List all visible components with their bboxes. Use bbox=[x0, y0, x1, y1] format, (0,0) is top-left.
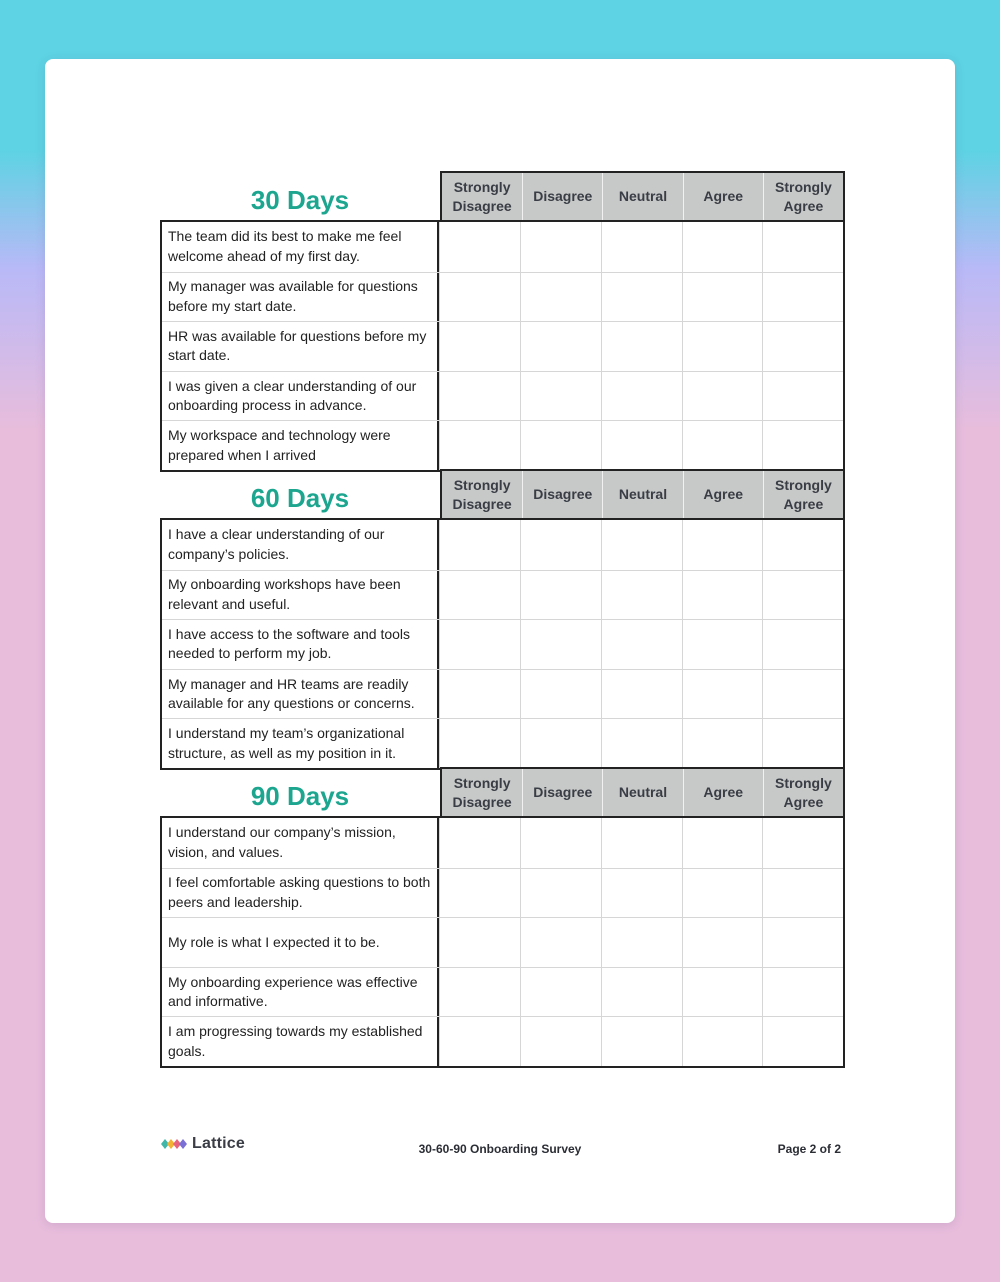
answer-cell-strongly-agree[interactable] bbox=[762, 520, 843, 570]
answer-cell-agree[interactable] bbox=[682, 620, 763, 669]
question-row bbox=[162, 917, 843, 967]
rating-scale-header bbox=[440, 469, 845, 520]
col-strongly-disagree: Strongly Disagree bbox=[452, 178, 512, 214]
answer-cell-disagree[interactable] bbox=[520, 222, 601, 272]
answer-cell-agree[interactable] bbox=[682, 818, 763, 868]
col-agree: Agree bbox=[683, 471, 763, 518]
question-table bbox=[160, 520, 845, 770]
question-text: My role is what I expected it to be. bbox=[162, 918, 439, 967]
answer-cell-disagree[interactable] bbox=[520, 670, 601, 719]
question-row bbox=[162, 371, 843, 421]
question-row bbox=[162, 1016, 843, 1066]
answer-cell-strongly-disagree[interactable] bbox=[439, 918, 520, 967]
answer-cell-disagree[interactable] bbox=[520, 620, 601, 669]
answer-cell-disagree[interactable] bbox=[520, 273, 601, 322]
question-row bbox=[162, 420, 843, 470]
answer-cell-agree[interactable] bbox=[682, 670, 763, 719]
col-disagree: Disagree bbox=[522, 173, 602, 220]
document-title: 30-60-90 Onboarding Survey bbox=[418, 1142, 582, 1156]
answer-cell-neutral[interactable] bbox=[601, 670, 682, 719]
section-header bbox=[160, 171, 845, 222]
question-text: My manager was available for questions before my start date. bbox=[162, 273, 439, 322]
question-text: I understand our company’s mission, vision, and values. bbox=[162, 818, 439, 868]
answer-cell-strongly-disagree[interactable] bbox=[439, 372, 520, 421]
section-title: 30 Days bbox=[250, 185, 350, 215]
question-row bbox=[162, 222, 843, 272]
answer-cell-neutral[interactable] bbox=[601, 273, 682, 322]
question-text: My onboarding experience was effective and informative. bbox=[162, 968, 439, 1017]
answer-cell-agree[interactable] bbox=[682, 968, 763, 1017]
answer-cell-neutral[interactable] bbox=[601, 1017, 682, 1066]
question-text: I have access to the software and tools needed to perform my job. bbox=[162, 620, 439, 669]
answer-cell-neutral[interactable] bbox=[601, 222, 682, 272]
answer-cell-neutral[interactable] bbox=[601, 719, 682, 768]
col-strongly-disagree: Strongly Disagree bbox=[452, 774, 512, 810]
answer-cell-strongly-disagree[interactable] bbox=[439, 620, 520, 669]
answer-cell-strongly-disagree[interactable] bbox=[439, 571, 520, 620]
answer-cell-agree[interactable] bbox=[682, 571, 763, 620]
answer-cell-strongly-agree[interactable] bbox=[762, 273, 843, 322]
answer-cell-strongly-disagree[interactable] bbox=[439, 273, 520, 322]
answer-cell-neutral[interactable] bbox=[601, 818, 682, 868]
answer-cell-strongly-agree[interactable] bbox=[762, 719, 843, 768]
answer-cell-strongly-disagree[interactable] bbox=[439, 222, 520, 272]
question-row bbox=[162, 718, 843, 768]
question-text: I was given a clear understanding of our onboarding process in advance. bbox=[162, 372, 439, 421]
question-text: My manager and HR teams are readily available for any questions or concerns. bbox=[162, 670, 439, 719]
answer-cell-agree[interactable] bbox=[682, 1017, 763, 1066]
col-neutral: Neutral bbox=[602, 173, 682, 220]
answer-cell-strongly-disagree[interactable] bbox=[439, 421, 520, 470]
answer-cell-disagree[interactable] bbox=[520, 372, 601, 421]
question-table bbox=[160, 222, 845, 472]
title-divider bbox=[160, 220, 440, 222]
col-agree: Agree bbox=[683, 769, 763, 816]
answer-cell-agree[interactable] bbox=[682, 421, 763, 470]
title-divider bbox=[160, 816, 440, 818]
question-text: My onboarding workshops have been relevant and useful. bbox=[162, 571, 439, 620]
answer-cell-strongly-agree[interactable] bbox=[762, 1017, 843, 1066]
answer-cell-strongly-agree[interactable] bbox=[762, 620, 843, 669]
section-90-days bbox=[160, 767, 845, 1068]
page-number: Page 2 of 2 bbox=[777, 1142, 841, 1156]
question-text: The team did its best to make me feel welcome ahead of my first day. bbox=[162, 222, 439, 272]
answer-cell-disagree[interactable] bbox=[520, 520, 601, 570]
answer-cell-strongly-agree[interactable] bbox=[762, 222, 843, 272]
question-text: I am progressing towards my established goals. bbox=[162, 1017, 439, 1066]
answer-cell-agree[interactable] bbox=[682, 372, 763, 421]
title-divider bbox=[160, 518, 440, 520]
answer-cell-neutral[interactable] bbox=[601, 620, 682, 669]
answer-cell-strongly-agree[interactable] bbox=[762, 421, 843, 470]
col-neutral: Neutral bbox=[602, 769, 682, 816]
answer-cell-disagree[interactable] bbox=[520, 968, 601, 1017]
answer-cell-agree[interactable] bbox=[682, 869, 763, 918]
answer-cell-agree[interactable] bbox=[682, 322, 763, 371]
col-strongly-agree: Strongly Agree bbox=[763, 173, 843, 220]
answer-cell-strongly-agree[interactable] bbox=[762, 670, 843, 719]
rating-scale-header bbox=[440, 171, 845, 222]
answer-cell-agree[interactable] bbox=[682, 273, 763, 322]
col-strongly-disagree: Strongly Disagree bbox=[452, 476, 512, 512]
answer-cell-strongly-disagree[interactable] bbox=[439, 1017, 520, 1066]
question-row bbox=[162, 520, 843, 570]
section-title: 90 Days bbox=[250, 781, 350, 811]
answer-cell-strongly-disagree[interactable] bbox=[439, 719, 520, 768]
section-30-days bbox=[160, 171, 845, 472]
section-60-days bbox=[160, 469, 845, 770]
answer-cell-neutral[interactable] bbox=[601, 968, 682, 1017]
question-row bbox=[162, 272, 843, 322]
answer-cell-disagree[interactable] bbox=[520, 322, 601, 371]
answer-cell-strongly-disagree[interactable] bbox=[439, 322, 520, 371]
col-strongly-agree: Strongly Agree bbox=[763, 769, 843, 816]
lattice-mark-icon bbox=[160, 1135, 188, 1153]
answer-cell-agree[interactable] bbox=[682, 918, 763, 967]
col-disagree: Disagree bbox=[522, 769, 602, 816]
col-disagree: Disagree bbox=[522, 471, 602, 518]
answer-cell-strongly-agree[interactable] bbox=[762, 918, 843, 967]
answer-cell-strongly-agree[interactable] bbox=[762, 968, 843, 1017]
answer-cell-strongly-agree[interactable] bbox=[762, 571, 843, 620]
question-row bbox=[162, 619, 843, 669]
answer-cell-strongly-disagree[interactable] bbox=[439, 520, 520, 570]
rating-scale-header bbox=[440, 767, 845, 818]
answer-cell-strongly-agree[interactable] bbox=[762, 818, 843, 868]
section-header bbox=[160, 469, 845, 520]
section-title: 60 Days bbox=[250, 483, 350, 513]
answer-cell-disagree[interactable] bbox=[520, 421, 601, 470]
answer-cell-disagree[interactable] bbox=[520, 869, 601, 918]
answer-cell-strongly-disagree[interactable] bbox=[439, 670, 520, 719]
question-row bbox=[162, 967, 843, 1017]
answer-cell-neutral[interactable] bbox=[601, 520, 682, 570]
question-text: I feel comfortable asking questions to both peers and leadership. bbox=[162, 869, 439, 918]
answer-cell-neutral[interactable] bbox=[601, 571, 682, 620]
answer-cell-disagree[interactable] bbox=[520, 918, 601, 967]
question-row bbox=[162, 570, 843, 620]
question-table bbox=[160, 818, 845, 1068]
question-row bbox=[162, 818, 843, 868]
col-neutral: Neutral bbox=[602, 471, 682, 518]
question-text: HR was available for questions before my start date. bbox=[162, 322, 439, 371]
answer-cell-neutral[interactable] bbox=[601, 421, 682, 470]
question-text: My workspace and technology were prepared when I arrived bbox=[162, 421, 439, 470]
answer-cell-strongly-disagree[interactable] bbox=[439, 869, 520, 918]
answer-cell-neutral[interactable] bbox=[601, 372, 682, 421]
answer-cell-strongly-agree[interactable] bbox=[762, 322, 843, 371]
question-row bbox=[162, 669, 843, 719]
question-text: I understand my team’s organizational structure, as well as my position in it. bbox=[162, 719, 439, 768]
page-footer bbox=[0, 1133, 1000, 1163]
answer-cell-strongly-disagree[interactable] bbox=[439, 968, 520, 1017]
answer-cell-disagree[interactable] bbox=[520, 719, 601, 768]
answer-cell-strongly-agree[interactable] bbox=[762, 869, 843, 918]
answer-cell-disagree[interactable] bbox=[520, 571, 601, 620]
answer-cell-agree[interactable] bbox=[682, 222, 763, 272]
answer-cell-agree[interactable] bbox=[682, 719, 763, 768]
question-text: I have a clear understanding of our company’s policies. bbox=[162, 520, 439, 570]
answer-cell-neutral[interactable] bbox=[601, 869, 682, 918]
lattice-logo bbox=[160, 1135, 245, 1153]
answer-cell-neutral[interactable] bbox=[601, 918, 682, 967]
question-row bbox=[162, 321, 843, 371]
answer-cell-strongly-disagree[interactable] bbox=[439, 818, 520, 868]
answer-cell-strongly-agree[interactable] bbox=[762, 372, 843, 421]
answer-cell-agree[interactable] bbox=[682, 520, 763, 570]
logo-text: Lattice bbox=[192, 1135, 245, 1152]
answer-cell-neutral[interactable] bbox=[601, 322, 682, 371]
col-strongly-agree: Strongly Agree bbox=[763, 471, 843, 518]
section-header bbox=[160, 767, 845, 818]
answer-cell-disagree[interactable] bbox=[520, 818, 601, 868]
answer-cell-disagree[interactable] bbox=[520, 1017, 601, 1066]
question-row bbox=[162, 868, 843, 918]
col-agree: Agree bbox=[683, 173, 763, 220]
